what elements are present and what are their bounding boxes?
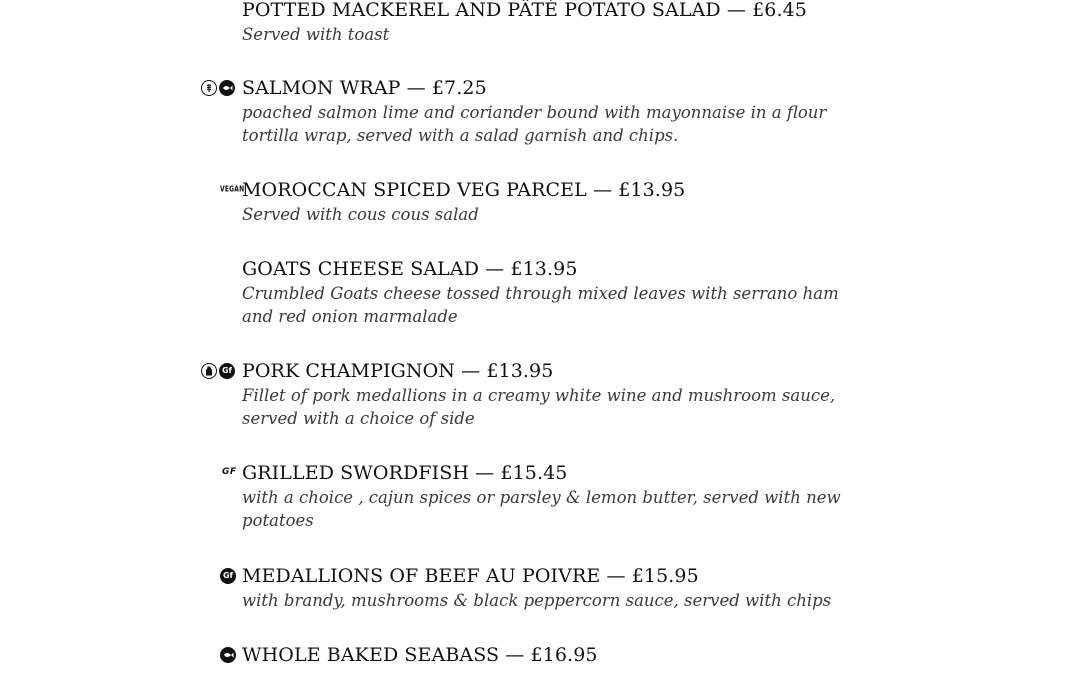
menu-item-title: WHOLE BAKED SEABASS — £16.95 <box>242 644 598 666</box>
pork-champignon-allergen-icons <box>201 363 235 379</box>
fish-icon <box>219 80 235 96</box>
fish-icon <box>220 647 236 663</box>
menu-item-beef-au-poivre <box>242 564 862 612</box>
veg-parcel-allergen-icons <box>220 186 244 193</box>
menu-item-pork-champignon <box>242 359 862 430</box>
menu-item-description: Served with cous cous salad <box>242 205 479 224</box>
menu-item-potted-mackerel <box>242 0 862 46</box>
menu-item-title: SALMON WRAP — £7.25 <box>242 77 487 99</box>
menu-item-title: POTTED MACKEREL AND PÂTÉ POTATO SALAD — £6.45 <box>242 0 807 21</box>
swordfish-allergen-icons <box>222 467 237 477</box>
menu-item-title: GOATS CHEESE SALAD — £13.95 <box>242 258 578 280</box>
menu-item-grilled-swordfish <box>242 461 862 532</box>
milk-icon <box>201 363 217 379</box>
menu-item-title: MEDALLIONS OF BEEF AU POIVRE — £15.95 <box>242 565 699 587</box>
menu-item-goats-cheese-salad <box>242 257 862 328</box>
menu-item-description: with brandy, mushrooms & black peppercorn sauce, served with chips <box>242 591 832 610</box>
beef-allergen-icons <box>220 568 236 584</box>
menu-item-title: GRILLED SWORDFISH — £15.45 <box>242 462 568 484</box>
menu-item-veg-parcel <box>242 178 862 226</box>
seabass-allergen-icons <box>220 647 236 663</box>
salmon-wrap-allergen-icons <box>201 80 235 96</box>
menu-item-description: poached salmon lime and coriander bound with mayonnaise in a flour tortilla wrap, served with a salad garnish and chips. <box>242 103 827 145</box>
menu-item-description: Served with toast <box>242 25 390 44</box>
menu-item-whole-baked-seabass <box>242 643 862 667</box>
menu-item-salmon-wrap <box>242 76 862 147</box>
gluten-free-text-icon: GF <box>222 467 237 477</box>
menu-item-description: Crumbled Goats cheese tossed through mixed leaves with serrano ham and red onion marmalade <box>242 284 839 326</box>
menu-item-description: Fillet of pork medallions in a creamy white wine and mushroom sauce, served with a choice of side <box>242 386 836 428</box>
gluten-free-icon: Gf <box>219 363 235 379</box>
vegan-icon: VEGAN <box>220 184 245 195</box>
wheat-icon <box>201 80 217 96</box>
gluten-free-icon: Gf <box>220 568 236 584</box>
menu-item-description: with a choice , cajun spices or parsley & lemon butter, served with new potatoes <box>242 488 841 530</box>
menu-item-title: MOROCCAN SPICED VEG PARCEL — £13.95 <box>242 179 686 201</box>
menu-item-title: PORK CHAMPIGNON — £13.95 <box>242 360 554 382</box>
